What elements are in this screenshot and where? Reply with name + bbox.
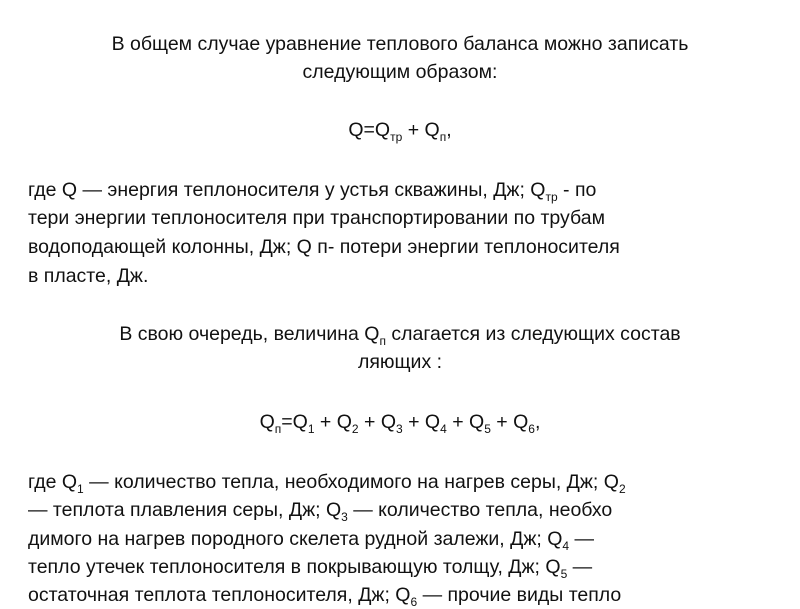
paragraph-2-line-2: ляющих : <box>357 351 443 373</box>
definition-2-line-3: димого на нагрев породного скелета рудной залежи, Дж; $Q_4$ — <box>28 528 595 553</box>
definition-1-line-1: где Q — энергия теплоносителя у устья скважины, Дж; $Q_{тр}$ - по <box>28 179 597 204</box>
intro-line-2: следующим образом: <box>302 61 498 83</box>
definition-2-line-4: тепло утечек теплоносителя в покрывающую толщу, Дж; $Q_5$ — <box>28 556 593 581</box>
components-equation: $Q_п=Q_1 + Q_2 + Q_3 + Q_4 + Q_5 + Q_6$, <box>259 411 541 436</box>
definition-1-line-4: в пласте, Дж. <box>28 265 149 287</box>
intro-line-1: В общем случае уравнение теплового баланса можно записать <box>111 33 689 55</box>
definition-1-line-2: тери энергии теплоносителя при транспортировании по трубам <box>28 207 605 229</box>
definition-2-line-5: остаточная теплота теплоносителя, Дж; $Q_6$ — прочие виды тепло <box>28 584 622 609</box>
definition-1-line-3: водоподающей колонны, Дж; Q п- потери энергии теплоносителя <box>28 236 620 258</box>
definition-2-line-1: где $Q_1$ — количество тепла, необходимого на нагрев серы, Дж; $Q_2$ <box>28 471 626 496</box>
heat-balance-equation: $Q=Q_{тр} + Q_п$, <box>348 119 452 144</box>
paragraph-2-line-1: В свою очередь, величина $Q_п$ слагается из следующих состав <box>119 323 681 348</box>
definition-2-line-2: — теплота плавления серы, Дж; $Q_3$ — количество тепла, необхо <box>28 499 613 524</box>
